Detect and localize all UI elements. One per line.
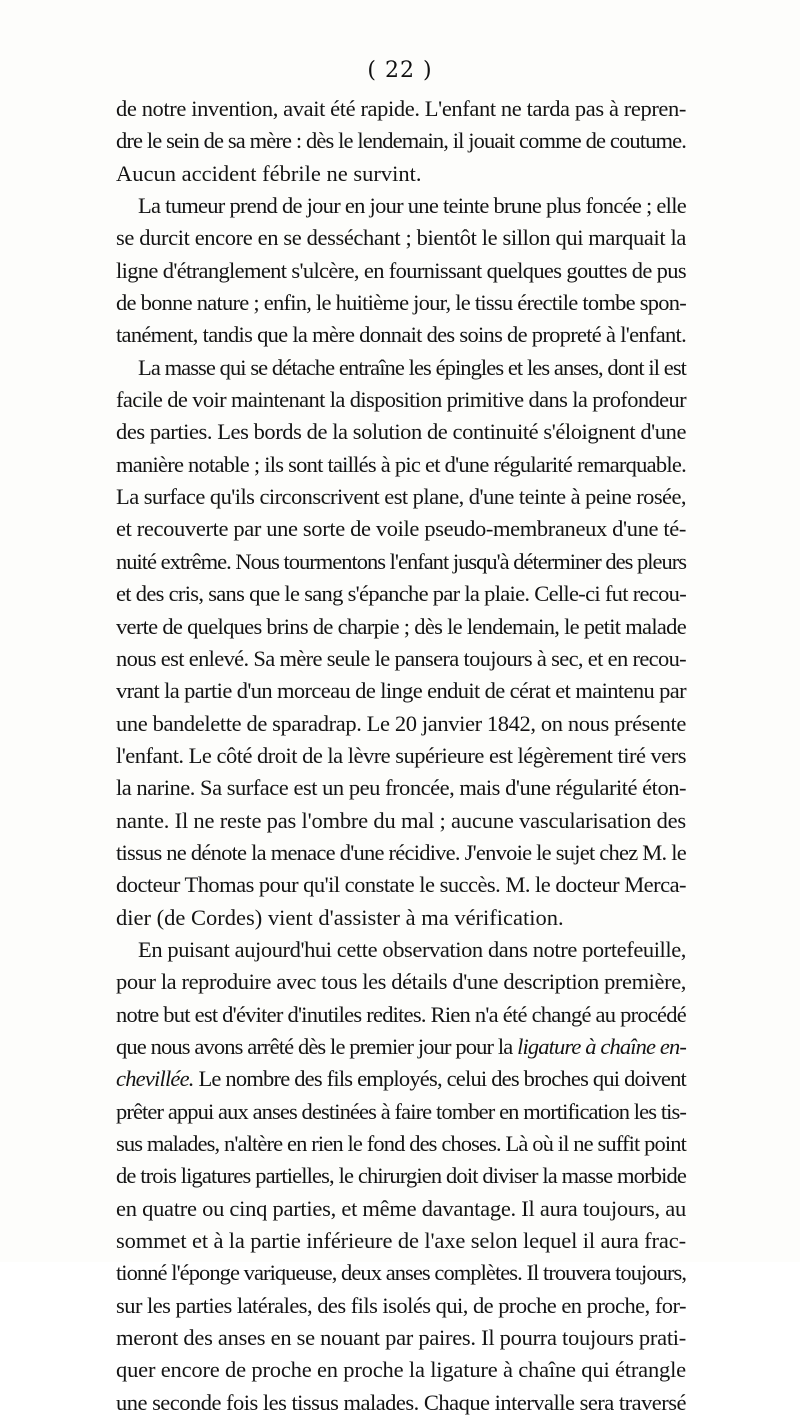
italic-term: ligature à chaîne en-: [517, 1033, 686, 1059]
line-text: En puisant aujourd'hui cette observation dans notre portefeuille,: [138, 936, 686, 962]
line-text: quer encore de proche en proche la ligature à chaîne qui étrangle: [116, 1357, 686, 1383]
text-line: [116, 611, 686, 643]
line-text: sommet et à la partie inférieure de l'axe selon lequel il aura frac-: [116, 1228, 686, 1254]
text-line: [116, 352, 686, 384]
line-text: et recouverte par une sorte de voile pseudo-membraneux d'une té-: [116, 516, 686, 542]
line-text: facile de voir maintenant la disposition primitive dans la profondeur: [116, 387, 686, 413]
line-text: prêter appui aux anses destinées à faire tomber en mortification les tis-: [116, 1098, 686, 1124]
line-text: verte de quelques brins de charpie ; dès le lendemain, le petit malade: [116, 613, 686, 639]
text-line: [116, 837, 686, 869]
text-line: [116, 449, 686, 481]
line-text: Le nombre des fils employés, celui des broches qui doivent: [193, 1066, 686, 1092]
text-line: [116, 416, 686, 448]
line-text: dier (de Cordes) vient d'assister à ma vérification.: [116, 904, 564, 930]
line-text: une bandelette de sparadrap. Le 20 janvier 1842, on nous présente: [116, 710, 686, 736]
line-text: la narine. Sa surface est un peu froncée, mais d'une régularité éton-: [116, 775, 687, 801]
line-text: tanément, tandis que la mère donnait des soins de propreté à l'enfant.: [116, 322, 686, 348]
line-text: La masse qui se détache entraîne les épingles et les anses, dont il est: [138, 354, 686, 380]
line-text: nous est enlevé. Sa mère seule le pansera toujours à sec, et en recou-: [116, 645, 686, 671]
line-text: La surface qu'ils circonscrivent est plane, d'une teinte à peine rosée,: [116, 484, 686, 510]
body-text: [116, 93, 686, 1419]
text-line: [116, 1031, 686, 1063]
text-line: [116, 675, 686, 707]
text-line: [116, 902, 686, 934]
text-line: [116, 190, 686, 222]
text-line: [116, 1257, 686, 1289]
line-text: des parties. Les bords de la solution de continuité s'éloignent d'une: [116, 419, 686, 445]
text-line: [116, 805, 686, 837]
line-text: l'enfant. Le côté droit de la lèvre supérieure est légèrement tiré vers: [116, 742, 686, 768]
text-line: [116, 999, 686, 1031]
text-line: [116, 513, 686, 545]
line-text: en quatre ou cinq parties, et même davantage. Il aura toujours, au: [116, 1195, 686, 1221]
text-line: [116, 1128, 686, 1160]
line-text: sus malades, n'altère en rien le fond des choses. Là où il ne suffit point: [116, 1131, 686, 1156]
text-line: [116, 1063, 686, 1095]
line-text: se durcit encore en se desséchant ; bientôt le sillon qui marquait la: [116, 225, 686, 251]
italic-term: chevillée.: [116, 1066, 194, 1092]
line-text: tissus ne dénote la menace d'une récidive. J'envoie le sujet chez M. le: [116, 839, 686, 865]
text-line: [116, 319, 686, 351]
text-line: [116, 966, 686, 998]
text-line: [116, 546, 686, 578]
line-text: manière notable ; ils sont taillés à pic et d'une régularité remarquable.: [116, 451, 686, 477]
text-line: [116, 1096, 686, 1128]
line-text: docteur Thomas pour qu'il constate le succès. M. le docteur Merca-: [116, 872, 687, 898]
text-line: [116, 1290, 686, 1322]
line-text: nuité extrême. Nous tourmentons l'enfant jusqu'à déterminer des pleurs: [116, 548, 686, 574]
text-line: [116, 93, 686, 125]
text-line: [116, 1387, 686, 1419]
text-line: [116, 869, 686, 901]
text-line: [116, 740, 686, 772]
line-text: La tumeur prend de jour en jour une teinte brune plus foncée ; elle: [138, 193, 686, 219]
line-text: de notre invention, avait été rapide. L'enfant ne tarda pas à repren-: [116, 96, 686, 121]
line-text: pour la reproduire avec tous les détails d'une description première,: [116, 969, 686, 995]
text-line: [116, 578, 686, 610]
text-line: [116, 1225, 686, 1257]
line-text: de trois ligatures partielles, le chirurgien doit diviser la masse morbide: [116, 1163, 686, 1189]
line-text: de bonne nature ; enfin, le huitième jour, le tissu érectile tombe spon-: [116, 290, 686, 316]
line-text: et des cris, sans que le sang s'épanche par la plaie. Celle-ci fut recou-: [116, 581, 686, 607]
text-line: [116, 1193, 686, 1225]
text-line: [116, 1322, 686, 1354]
text-line: [116, 708, 686, 740]
text-line: [116, 384, 686, 416]
line-text: dre le sein de sa mère : dès le lendemain, il jouait comme de coutume.: [116, 128, 686, 154]
text-line: [116, 287, 686, 319]
line-text: que nous avons arrêté dès le premier jour pour la: [116, 1033, 518, 1059]
text-line: [116, 1354, 686, 1386]
text-line: [116, 934, 686, 966]
page-number: ( 22 ): [367, 58, 433, 83]
line-text: ligne d'étranglement s'ulcère, en fournissant quelques gouttes de pus: [116, 257, 686, 283]
line-text: sur les parties latérales, des fils isolés qui, de proche en proche, for-: [116, 1292, 686, 1318]
text-line: [116, 125, 686, 157]
text-line: [116, 772, 686, 804]
line-text: notre but est d'éviter d'inutiles redites. Rien n'a été changé au procédé: [116, 1001, 686, 1027]
text-line: [116, 1160, 686, 1192]
line-text: une seconde fois les tissus malades. Chaque intervalle sera traversé: [116, 1389, 686, 1415]
line-text: nante. Il ne reste pas l'ombre du mal ; aucune vascularisation des: [116, 807, 686, 833]
text-line: [116, 158, 686, 190]
line-text: vrant la partie d'un morceau de linge enduit de cérat et maintenu par: [116, 678, 686, 704]
text-line: [116, 222, 686, 254]
line-text: Aucun accident fébrile ne survint.: [116, 160, 422, 186]
text-line: [116, 255, 686, 287]
text-line: [116, 643, 686, 675]
line-text: meront des anses en se nouant par paires. Il pourra toujours prati-: [116, 1325, 686, 1351]
line-text: tionné l'éponge variqueuse, deux anses complètes. Il trouvera toujours,: [116, 1260, 686, 1286]
text-line: [116, 481, 686, 513]
